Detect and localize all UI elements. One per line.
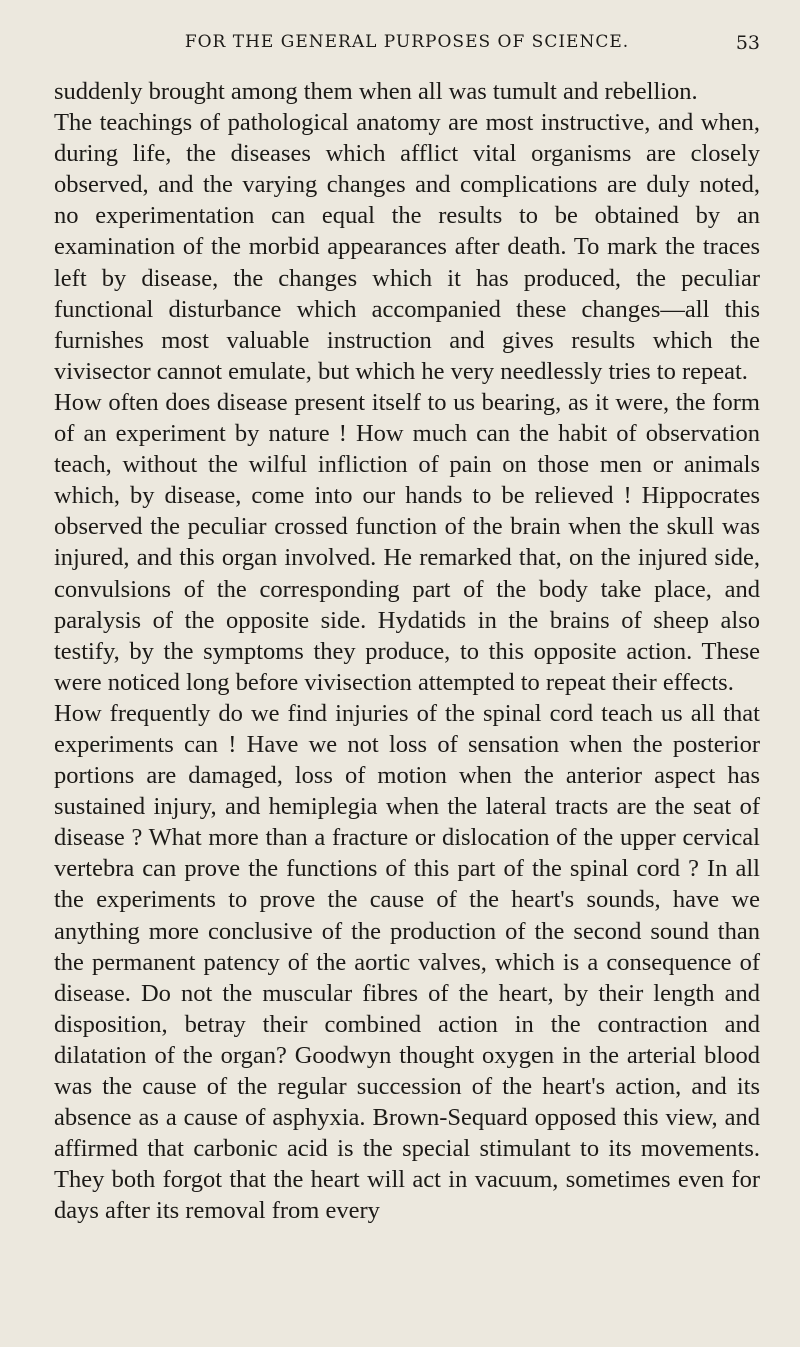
paragraph-disease-experiment: How often does disease present itself to us bearing, as it were, the form of an experiment by nature ! How much can the habit of observation teach, without the wilful infliction of pain on those men or animals which, by disease, come into our hands to be relieved ! Hippocrates observed the peculiar crossed function of the brain when the skull was injured, and this organ involved. He remarked that, on the injured side, convulsions of the corresponding part of the body take place, and paralysis of the opposite side. Hydatids in the brains of sheep also testify, by the symptoms they produce, to this opposite action. These were noticed long before vivisection attempted to repeat their effects. — [54, 388, 760, 696]
running-head — [54, 26, 760, 66]
paragraph-pathological-anatomy: The teachings of pathological anatomy are most instructive, and when, during life, the diseases which afflict vital organisms are closely observed, and the varying changes and complications are duly noted, no experimentation can equal the results to be obtained by an examination of the morbid appearances after death. To mark the traces left by disease, the changes which it has produced, the peculiar functional disturbance which accompanied these changes—all this furnishes most valuable instruction and gives results which the vivisector cannot emulate, but which he very needlessly tries to repeat. — [54, 109, 760, 385]
running-title: FOR THE GENERAL PURPOSES OF SCIENCE. — [184, 32, 630, 52]
body-text — [54, 76, 760, 1226]
paragraph-spinal-cord: How frequently do we find injuries of the spinal cord teach us all that experiments can ! Have we not loss of sensation when the posterior portions are damaged, loss of motion when the anterior aspect has sustained injury, and hemiplegia when the lateral tracts are the seat of disease ? What more than a fracture or dislocation of the upper cervical vertebra can prove the functions of this part of the spinal cord ? In all the experiments to prove the cause of the heart's sounds, have we anything more conclusive of the production of the second sound than the permanent patency of the aortic valves, which is a consequence of disease. Do not the muscular fibres of the heart, by their length and disposition, betray their combined action in the contraction and dilatation of the organ? Goodwyn thought oxygen in the arterial blood was the cause of the regular succession of the heart's action, and its absence as a cause of asphyxia. Brown-Sequard opposed this view, and affirmed that carbonic acid is the special stimulant to its movements. They both forgot that the heart will act in vacuum, sometimes even for days after its removal from every — [54, 699, 760, 1225]
paragraph-continuation: suddenly brought among them when all was tumult and rebellion. — [54, 78, 698, 105]
page-number: 53 — [735, 32, 760, 54]
